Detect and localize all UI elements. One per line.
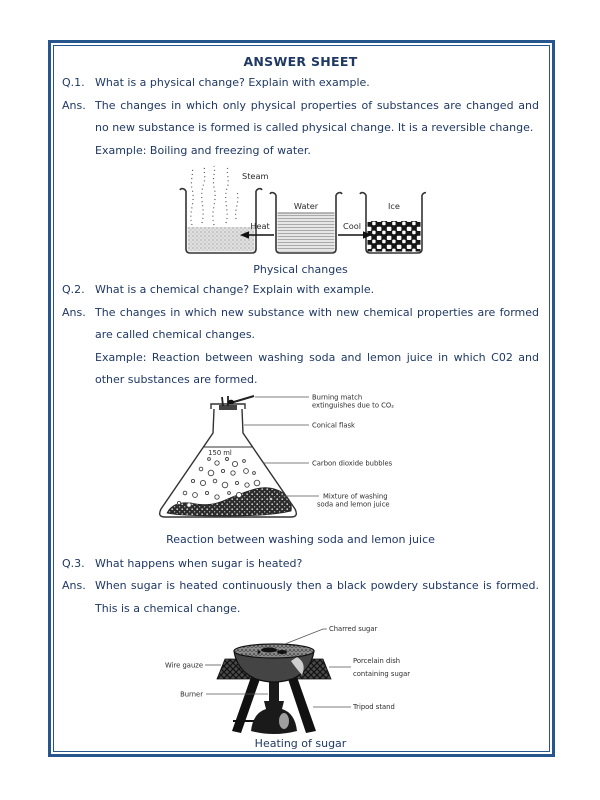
qa-answer-3 bbox=[62, 575, 539, 620]
mixture-label: Mixture of washing bbox=[322, 492, 388, 500]
answer-example: Example: Boiling and freezing of water. bbox=[95, 143, 311, 157]
cool-label: Cool bbox=[342, 221, 361, 231]
question-number: Q.2. bbox=[62, 283, 85, 296]
wire-gauze-label: Wire gauze bbox=[164, 661, 203, 670]
page-frame bbox=[48, 40, 555, 757]
match-label: Burning match bbox=[311, 393, 362, 401]
flask-label: Conical flask bbox=[311, 421, 355, 429]
answer-text: When sugar is heated continuously then a black powdery substance is formed. This is a chemical change. bbox=[95, 579, 539, 615]
steam-wisps bbox=[190, 166, 237, 225]
conical-flask-diagram bbox=[151, 393, 451, 531]
water-fill bbox=[277, 213, 334, 252]
bubbles-label: Carbon dioxide bubbles bbox=[311, 459, 392, 467]
figure-caption: Reaction between washing soda and lemon juice bbox=[166, 532, 435, 546]
tripod-stand-label: Tripod stand bbox=[352, 703, 395, 711]
porcelain-dish-label: Porcelain dish bbox=[352, 657, 400, 665]
heating-sugar-diagram bbox=[161, 621, 441, 735]
figure-physical-changes bbox=[62, 163, 539, 279]
heat-label: Heat bbox=[249, 221, 270, 231]
figure-heating-sugar bbox=[62, 621, 539, 753]
qa-answer-2 bbox=[62, 302, 539, 392]
figure-caption: Heating of sugar bbox=[254, 737, 347, 750]
answer-label: Ans. bbox=[62, 305, 86, 319]
ice-label: Ice bbox=[387, 201, 400, 211]
water-label: Water bbox=[293, 201, 318, 211]
page-frame-inner bbox=[53, 45, 550, 752]
cool-arrow bbox=[338, 231, 372, 239]
figure-caption: Physical changes bbox=[253, 263, 348, 276]
question-text: What is a physical change? Explain with example. bbox=[95, 76, 370, 89]
question-text: What happens when sugar is heated? bbox=[95, 556, 303, 570]
burner-label: Burner bbox=[179, 690, 203, 699]
charred-sugar-label: Charred sugar bbox=[328, 625, 377, 633]
qa-block-3 bbox=[62, 553, 539, 576]
qa-block-2 bbox=[62, 279, 539, 302]
volume-label: 150 ml bbox=[207, 448, 232, 457]
ice-fill bbox=[367, 221, 420, 252]
figure-flask-reaction bbox=[62, 393, 539, 549]
answer-text: The changes in which new substance with new chemical properties are formed are called chemical changes. bbox=[95, 305, 539, 341]
question-number: Q.3. bbox=[62, 556, 85, 570]
page-title: ANSWER SHEET bbox=[243, 54, 358, 69]
qa-answer-1 bbox=[62, 95, 539, 163]
answer-label: Ans. bbox=[62, 98, 86, 112]
hot-water-fill bbox=[187, 227, 254, 252]
burning-match bbox=[219, 396, 254, 410]
physical-change-diagram bbox=[176, 163, 426, 261]
answer-sheet bbox=[54, 46, 549, 753]
burner bbox=[251, 679, 297, 734]
porcelain-dish-label-2: containing sugar bbox=[352, 670, 410, 678]
question-text: What is a chemical change? Explain with example. bbox=[95, 283, 375, 296]
steam-label: Steam bbox=[241, 171, 268, 181]
answer-text: The changes in which only physical properties of substances are changed and no new substance is formed is called physical change. It is a reversible change. bbox=[95, 98, 539, 134]
question-number: Q.1. bbox=[62, 76, 85, 89]
answer-label: Ans. bbox=[62, 579, 86, 592]
match-label-2: extinguishes due to CO₂ bbox=[311, 401, 394, 409]
answer-example: Example: Reaction between washing soda and lemon juice in which C02 and other substances are formed. bbox=[95, 350, 539, 386]
mixture-label-2: soda and lemon juice bbox=[316, 500, 390, 508]
qa-block-1 bbox=[62, 72, 539, 95]
